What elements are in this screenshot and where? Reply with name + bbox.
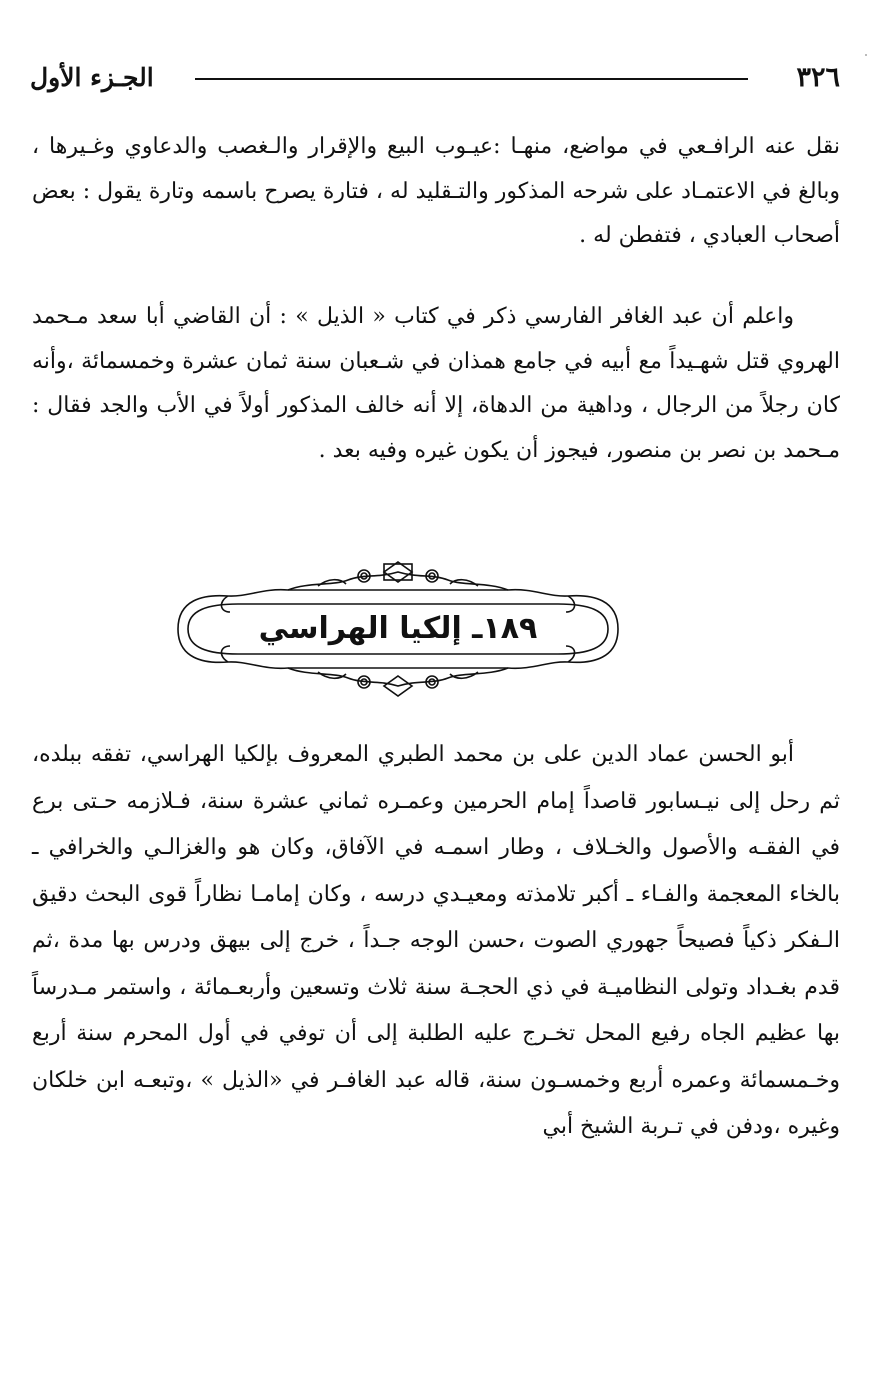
scan-speck [865,54,867,56]
paragraph-biography [32,732,840,1151]
entry-title: ١٨٩ـ إلكيا الهراسي [258,611,538,646]
paragraph-text: أبو الحسن عماد الدين على بن محمد الطبري المعروف بإلكيا الهراسي، تفقه ببلده، ثم رحل إلى نيـسابور قاصداً إمام الحرمين وعمـره ثماني عشرة سنة، فـلازمه حـتى برع في الفقـه والأصول والخـلاف ، وطار اسمـه في الآفاق، وكان هو والغزالـي والخرافي ـ بالخاء المعجمة والفـاء ـ أكبر تلامذته ومعيـدي درسه ، وكان إمامـا نظاراً قوى البحث دقيق الـفكر ذكياً فصيحاً جهوري الصوت ،حسن الوجه جـداً ، خرج إلى بيهق ودرس بها مدة ،ثم قدم بغـداد وتولى النظاميـة في ذي الحجـة سنة ثلاث وتسعين وأربعـمائة ، واستمر مـدرساً بها عظيم الجاه رفيع المحل تخـرج عليه الطلبة إلى أن توفي في أول المحرم سنة أربع وخـمسمائة وعمره أربع وخمسـون سنة، قاله عبد الغافـر في «الذيل » ،وتبعـه ابن خلكان وغيره ،ودفن في تـربة الشيخ أبي [32,742,840,1139]
paragraph-text: واعلم أن عبد الغافر الفارسي ذكر في كتاب « الذيل » : أن القاضي أبا سعد مـحمد الهروي قتل شهـيداً مع أبيه في جامع همذان في شـعبان سنة ثمان عشرة وخمسمائة ،وأنه كان رجلاً من الرجال ، وداهية من الدهاة، إلا أنه خالف المذكور أولاً في الأب والجد فقال : مـحمد بن نصر بن منصور، فيجوز أن يكون غيره وفيه بعد . [32,304,840,463]
page-header [30,58,840,98]
entry-title-ornament [168,560,628,698]
header-rule [195,78,748,80]
paragraph-text: نقل عنه الرافـعي في مواضع، منهـا :عيـوب البيع والإقرار والـغصب والدعاوي وغـيرها ، وبالغ في الاعتمـاد على شرحه المذكور والتـقليد له ، فتارة يصرح باسمه وتارة يقول : بعض أصحاب العبادي ، فتفطن له . [32,134,840,248]
paragraph-continuation [32,125,840,259]
running-title: الجـزء الأول [30,63,154,92]
page-number: ٣٢٦ [796,62,840,93]
paragraph-note [32,295,840,473]
